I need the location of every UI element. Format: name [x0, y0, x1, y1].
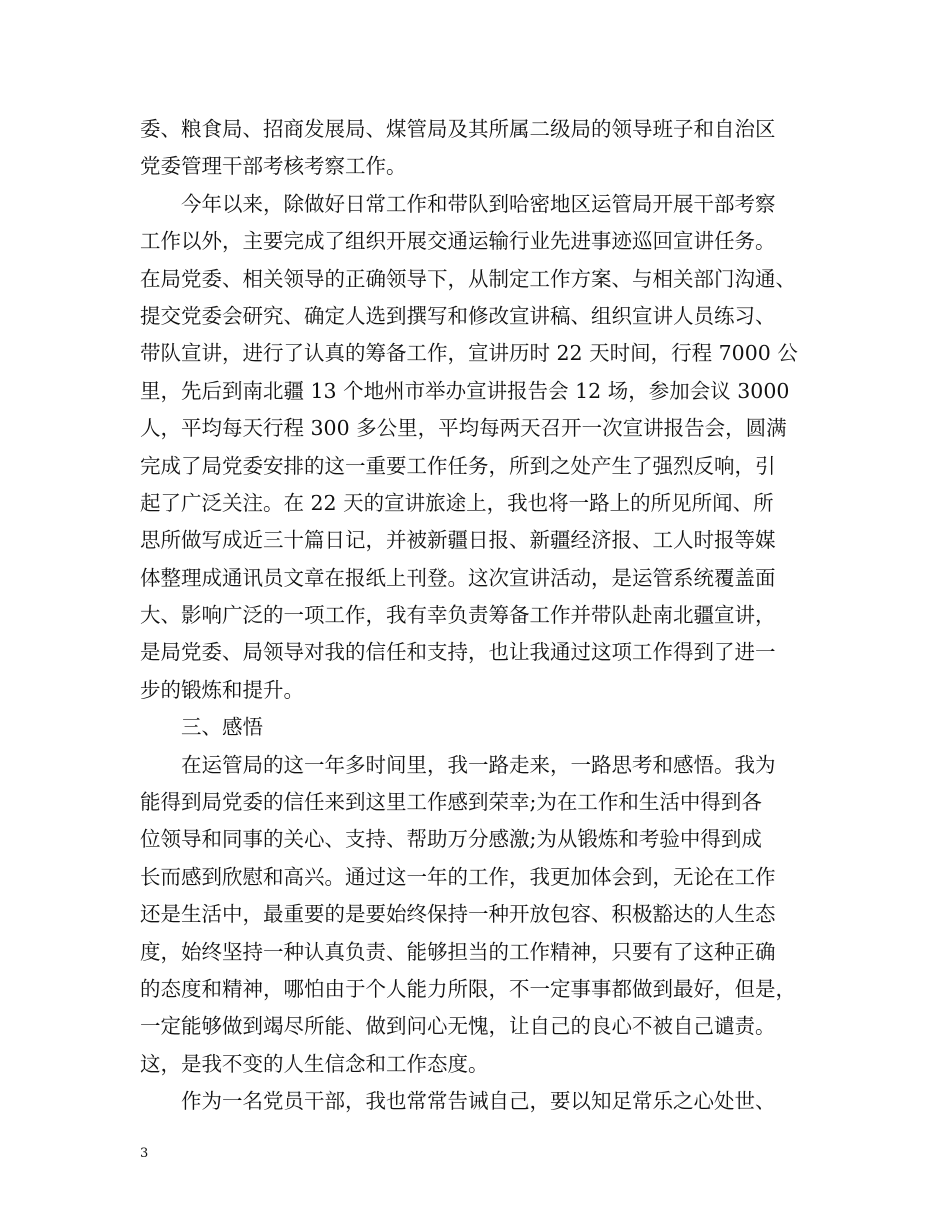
text-line: 在运管局的这一年多时间里，我一路走来，一路思考和感悟。我为 [181, 752, 776, 777]
text-line: 度，始终坚持一种认真负责、能够担当的工作精神，只要有了这种正确 [140, 939, 776, 964]
text-line: 步的锻炼和提升。 [140, 677, 304, 702]
text-line: 还是生活中，最重要的是要始终保持一种开放包容、积极豁达的人生态 [140, 902, 776, 927]
text-line: 委、粮食局、招商发展局、煤管局及其所属二级局的领导班子和自治区 [140, 117, 776, 141]
text-line: 位领导和同事的关心、支持、帮助万分感激;为从锻炼和考验中得到成 [140, 827, 762, 852]
text-line: 提交党委会研究、确定人选到撰写和修改宣讲稿、组织宣讲人员练习、 [140, 303, 776, 328]
text-line: 工作以外，主要完成了组织开展交通运输行业先进事迹巡回宣讲任务。 [140, 229, 776, 254]
text-line: 这，是我不变的人生信念和工作态度。 [140, 1051, 489, 1076]
text-line: 一定能够做到竭尽所能、做到问心无愧，让自己的良心不被自己谴责。 [140, 1014, 776, 1039]
text-line: 体整理成通讯员文章在报纸上刊登。这次宣讲活动，是运管系统覆盖面 [140, 565, 776, 590]
text-line: 的态度和精神，哪怕由于个人能力所限，不一定事事都做到最好，但是， [140, 976, 796, 1001]
text-line: 党委管理干部考核考察工作。 [140, 154, 407, 179]
text-line: 里，先后到南北疆 13 个地州市举办宣讲报告会 12 场，参加会议 3000 [140, 378, 790, 403]
text-line: 起了广泛关注。在 22 天的宣讲旅途上，我也将一路上的所见所闻、所 [140, 490, 774, 515]
text-line: 长而感到欣慰和高兴。通过这一年的工作，我更加体会到，无论在工作 [140, 864, 776, 889]
text-line: 大、影响广泛的一项工作，我有幸负责筹备工作并带队赴南北疆宣讲， [140, 603, 776, 628]
text-line: 人，平均每天行程 300 多公里，平均每两天召开一次宣讲报告会，圆满 [140, 416, 787, 441]
page-number: 3 [140, 1146, 149, 1161]
text-line: 带队宣讲，进行了认真的筹备工作，宣讲历时 22 天时间，行程 7000 公 [140, 341, 798, 366]
text-line: 是局党委、局领导对我的信任和支持，也让我通过这项工作得到了进一 [140, 640, 776, 665]
text-line: 在局党委、相关领导的正确领导下，从制定工作方案、与相关部门沟通、 [140, 266, 796, 291]
text-line: 思所做写成近三十篇日记，并被新疆日报、新疆经济报、工人时报等媒 [140, 528, 776, 553]
body-text [140, 111, 820, 1121]
text-line: 今年以来，除做好日常工作和带队到哈密地区运管局开展干部考察 [181, 191, 776, 216]
text-line: 完成了局党委安排的这一重要工作任务，所到之处产生了强烈反响，引 [140, 453, 776, 478]
text-line: 能得到局党委的信任来到这里工作感到荣幸;为在工作和生活中得到各 [140, 790, 762, 815]
text-line: 作为一名党员干部，我也常常告诫自己，要以知足常乐之心处世、 [181, 1089, 776, 1114]
text-line: 三、感悟 [181, 715, 263, 740]
